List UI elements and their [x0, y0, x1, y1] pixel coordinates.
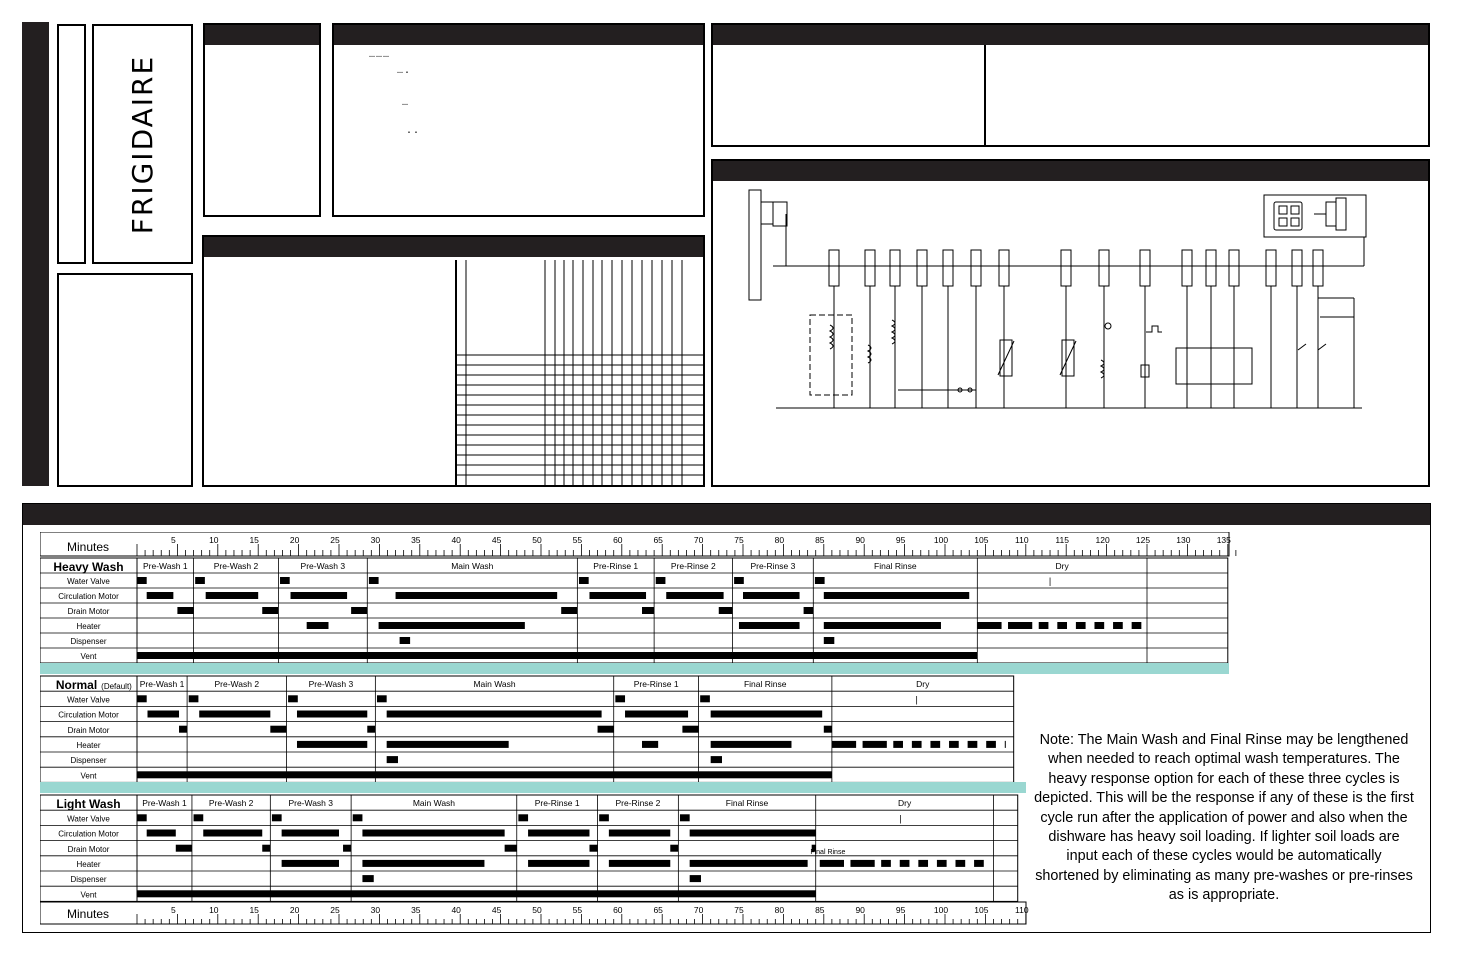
signal-bar: [400, 637, 411, 644]
signal-bar: [262, 607, 278, 614]
row-label: Heater: [76, 741, 101, 750]
component-table-panel: [202, 235, 705, 487]
signal-bar: [379, 622, 525, 629]
top-tick-label: 125: [1135, 535, 1151, 545]
signal-bar: [974, 860, 984, 867]
signal-bar: [832, 741, 856, 748]
cycle-subtitle: (Default): [101, 682, 132, 692]
terminal-block: [1266, 250, 1276, 286]
row-label: Heater: [76, 622, 101, 631]
cycle-title: Light Wash: [56, 797, 121, 812]
bottom-tick-label: 60: [613, 905, 623, 915]
signal-bar: [262, 845, 270, 852]
phase-label: Pre-Wash 2: [214, 679, 260, 690]
bottom-tick-label: 5: [171, 905, 176, 915]
signal-bar: [690, 860, 808, 867]
row-label: Dispenser: [70, 756, 107, 766]
motor-dashed-box: [810, 315, 852, 395]
signal-bar: [824, 622, 941, 629]
terminal-block: [943, 250, 953, 286]
top-tick-label: 75: [734, 535, 744, 545]
signal-bar: [137, 577, 147, 584]
top-tick-label: 120: [1095, 535, 1110, 545]
top-tick-label: 115: [1055, 535, 1069, 545]
signal-bar: [1094, 622, 1104, 629]
bottom-tick-label: 90: [855, 905, 865, 915]
phase-label: Dry: [897, 798, 912, 809]
signal-bar: [1039, 622, 1049, 629]
wiring-diagram-header: [713, 161, 1428, 181]
top-tick-label: 55: [572, 535, 583, 545]
signal-bar: [977, 622, 1001, 629]
signal-bar: [528, 860, 589, 867]
cycle-title: Heavy Wash: [53, 560, 124, 574]
signal-bar: [986, 741, 996, 748]
logo-text: FRIGIDAIRE: [126, 54, 159, 234]
main-connector-bar: [749, 190, 761, 300]
signal-bar: [956, 860, 966, 867]
top-tick-label: 45: [491, 535, 502, 545]
signal-bar: [194, 814, 204, 821]
row-label: Drain Motor: [67, 725, 110, 735]
signal-bar: [690, 875, 701, 882]
signal-bar: [280, 577, 290, 584]
signal-bar: [820, 860, 844, 867]
terminal-block: [829, 250, 839, 286]
phase-label: Dry: [916, 679, 930, 690]
signal-bar: [369, 577, 379, 584]
signal-bar: [206, 592, 259, 599]
brand-lower-panel: [57, 273, 193, 487]
row-label: Vent: [80, 771, 97, 781]
signal-bar: [912, 741, 922, 748]
signal-bar: [1113, 622, 1123, 629]
signal-bar: [203, 830, 262, 837]
signal-bar: [528, 830, 589, 837]
phase-label: Pre-Wash 2: [208, 798, 254, 809]
cycle-title: Normal: [55, 678, 98, 693]
top-right-panel: [711, 23, 1430, 147]
signal-bar: [589, 592, 646, 599]
vent-bar: [137, 652, 977, 659]
signal-bar: [307, 622, 329, 629]
signal-bar: [1132, 622, 1142, 629]
row-label: Drain Motor: [67, 607, 110, 616]
row-label: Circulation Motor: [58, 829, 119, 839]
vent-bar: [137, 890, 816, 897]
signal-bar: [609, 860, 670, 867]
bottom-tick-label: 80: [774, 905, 785, 915]
top-tick-label: 135: [1216, 535, 1231, 545]
signal-bar: [900, 860, 910, 867]
signal-bar: [850, 860, 874, 867]
signal-bar: [968, 741, 978, 748]
signal-bar: [1008, 622, 1032, 629]
bottom-tick-label: 15: [249, 905, 259, 915]
terminal-block: [890, 250, 900, 286]
terminal-block: [1229, 250, 1239, 286]
contents-dots-2: ….: [397, 66, 412, 77]
signal-bar: [387, 756, 398, 763]
dry-marker: |: [915, 694, 918, 705]
signal-bar: [195, 577, 205, 584]
signal-bar: [177, 607, 193, 614]
signal-bar: [937, 860, 947, 867]
terminal-block: [1182, 250, 1192, 286]
terminal-block: [1206, 250, 1216, 286]
seven-segment-glyph: [1279, 206, 1299, 226]
top-tick-label: 40: [451, 535, 461, 545]
row-label: Drain Motor: [67, 844, 110, 854]
signal-bar: [353, 814, 363, 821]
bottom-tick-label: 45: [491, 905, 502, 915]
contents-header: [334, 25, 703, 45]
top-tick-label: 60: [613, 535, 623, 545]
signal-bar: [599, 814, 609, 821]
small-info-panel: [203, 23, 321, 217]
phase-label: Pre-Wash 1: [139, 679, 185, 690]
vent-bar: [137, 771, 832, 778]
contents-dots-4: ..: [406, 126, 421, 137]
top-tick-label: 25: [330, 535, 340, 545]
signal-bar: [387, 741, 509, 748]
signal-bar: [270, 726, 286, 733]
phase-label: Final Rinse: [874, 561, 917, 571]
row-label: Dispenser: [70, 637, 107, 646]
row-label: Water Valve: [67, 695, 110, 705]
row-label: Circulation Motor: [58, 592, 119, 601]
top-right-header: [713, 25, 1428, 45]
signal-bar: [1057, 622, 1067, 629]
signal-bar: [743, 592, 800, 599]
signal-bar: [682, 726, 698, 733]
phase-label: Pre-Wash 1: [142, 561, 188, 571]
signal-bar: [282, 860, 339, 867]
signal-bar: [609, 830, 670, 837]
signal-bar: [815, 577, 825, 584]
bottom-tick-label: 70: [693, 905, 704, 915]
signal-bar: [343, 845, 351, 852]
signal-bar: [297, 741, 367, 748]
terminal-block: [917, 250, 927, 286]
phase-label: Pre-Rinse 1: [534, 798, 580, 809]
signal-bar: [579, 577, 589, 584]
bottom-tick-label: 105: [974, 905, 989, 915]
row-label: Water Valve: [67, 577, 110, 586]
cycle-separator: [40, 782, 1026, 793]
wiring-schematic: [714, 180, 1374, 415]
bottom-tick-label: 75: [734, 905, 744, 915]
signal-bar: [711, 741, 792, 748]
top-tick-label: 5: [171, 535, 176, 545]
top-tick-label: 130: [1176, 535, 1191, 545]
signal-bar: [1005, 741, 1006, 748]
terminal-block: [1061, 250, 1071, 286]
bottom-tick-label: 10: [209, 905, 219, 915]
top-tick-label: 15: [249, 535, 259, 545]
bottom-tick-label: 55: [572, 905, 583, 915]
contents-dots-3: …: [402, 98, 410, 109]
phase-label: Pre-Rinse 1: [593, 561, 639, 571]
signal-bar: [147, 592, 174, 599]
phase-label: Pre-Wash 3: [308, 679, 354, 690]
phase-label: Dry: [1055, 561, 1069, 571]
signal-bar: [625, 711, 688, 718]
top-tick-label: 95: [895, 535, 906, 545]
terminal-block: [971, 250, 981, 286]
component-grid: [202, 235, 705, 487]
row-label: Vent: [80, 890, 97, 900]
cycle-separator: [40, 663, 1229, 674]
signal-bar: [396, 592, 558, 599]
signal-bar: [518, 814, 528, 821]
phase-label: Pre-Rinse 1: [633, 679, 679, 690]
signal-bar: [179, 726, 187, 733]
signal-bar: [615, 695, 625, 702]
signal-bar: [656, 577, 666, 584]
phase-label: Pre-Wash 2: [213, 561, 259, 571]
phase-label: Pre-Wash 3: [300, 561, 346, 571]
row-label: Circulation Motor: [58, 710, 119, 720]
frigidaire-logo: [95, 25, 190, 263]
signal-bar: [362, 830, 504, 837]
dry-marker: |: [899, 813, 902, 824]
main-connector-plug: [761, 202, 773, 224]
top-tick-label: 70: [693, 535, 704, 545]
signal-bar: [176, 845, 192, 852]
phase-label: Pre-Rinse 3: [750, 561, 796, 571]
signal-bar: [367, 726, 375, 733]
phase-label: Final Rinse: [725, 798, 769, 809]
signal-bar: [711, 711, 823, 718]
terminal-block: [1313, 250, 1323, 286]
signal-bar: [189, 695, 199, 702]
dry-marker: |: [1048, 576, 1052, 586]
bottom-tick-label: 25: [330, 905, 340, 915]
bottom-tick-label: 50: [532, 905, 542, 915]
signal-bar: [690, 830, 816, 837]
bottom-tick-label: 35: [411, 905, 421, 915]
contents-dots-1: ………: [369, 50, 391, 61]
top-tick-label: 80: [774, 535, 785, 545]
phase-label: Main Wash: [412, 798, 456, 809]
coil-symbol: [830, 325, 833, 349]
signal-bar: [711, 756, 722, 763]
signal-bar: [598, 726, 614, 733]
terminal-block: [1099, 250, 1109, 286]
left-side-strip: [22, 22, 49, 486]
bottom-tick-label: 65: [653, 905, 663, 915]
top-tick-label: 20: [289, 535, 300, 545]
signal-bar: [918, 860, 928, 867]
bottom-tick-label: 110: [1015, 905, 1029, 915]
brand-narrow-panel: [57, 24, 86, 264]
signal-bar: [893, 741, 903, 748]
signal-bar: [824, 726, 832, 733]
switch-contacts: [1298, 344, 1326, 350]
row-label: Dispenser: [70, 875, 107, 885]
signal-bar: [666, 592, 723, 599]
signal-bar: [949, 741, 959, 748]
row-label: Vent: [80, 652, 97, 661]
minutes-label-top: Minutes: [66, 540, 110, 554]
top-tick-label: 110: [1015, 535, 1029, 545]
terminal-block: [865, 250, 875, 286]
terminal-block: [1292, 250, 1302, 286]
signal-bar: [282, 830, 339, 837]
top-tick-label: 65: [653, 535, 663, 545]
terminal-block: [1140, 250, 1150, 286]
signal-bar: [297, 711, 367, 718]
phase-label: Main Wash: [473, 679, 516, 690]
phase-label: Pre-Wash 1: [142, 798, 187, 809]
signal-bar: [739, 622, 800, 629]
signal-bar: [288, 695, 298, 702]
signal-bar: [680, 814, 690, 821]
signal-bar: [824, 592, 969, 599]
cycle-frame: [40, 558, 1228, 663]
signal-bar: [930, 741, 940, 748]
signal-bar: [642, 741, 658, 748]
phase-label: Pre-Wash 3: [288, 798, 334, 809]
small-info-header: [205, 25, 319, 45]
signal-bar: [700, 695, 710, 702]
display-connector: [1336, 198, 1346, 230]
signal-bar: [642, 607, 654, 614]
final-rinse-stray-label: Final Rinse: [810, 849, 846, 856]
main-connector-housing: [773, 202, 787, 226]
top-tick-label: 50: [532, 535, 542, 545]
top-tick-label: 100: [933, 535, 949, 545]
bottom-tick-label: 20: [289, 905, 300, 915]
signal-bar: [147, 830, 176, 837]
valve-coil: [1101, 360, 1104, 378]
signal-bar: [670, 845, 678, 852]
signal-bar: [291, 592, 348, 599]
signal-bar: [362, 875, 373, 882]
signal-bar: [719, 607, 733, 614]
top-tick-label: 90: [855, 535, 865, 545]
signal-bar: [1076, 622, 1086, 629]
signal-bar: [377, 695, 387, 702]
terminal-block: [999, 250, 1009, 286]
bottom-tick-label: 100: [933, 905, 949, 915]
display-module: [1264, 195, 1366, 237]
signal-bar: [561, 607, 577, 614]
signal-bar: [137, 814, 147, 821]
signal-bar: [148, 711, 180, 718]
top-tick-label: 10: [209, 535, 219, 545]
top-right-divider: [984, 45, 986, 145]
signal-bar: [824, 637, 835, 644]
bottom-tick-label: 85: [815, 905, 825, 915]
signal-bar: [505, 845, 517, 852]
signal-bar: [804, 607, 814, 614]
signal-bar: [863, 741, 887, 748]
phase-label: Pre-Rinse 2: [615, 798, 661, 809]
row-label: Water Valve: [67, 814, 110, 824]
top-tick-label: 30: [370, 535, 381, 545]
phase-label: Final Rinse: [743, 679, 787, 690]
signal-bar: [387, 711, 602, 718]
bottom-tick-label: 40: [451, 905, 461, 915]
float-switch: [1105, 323, 1111, 329]
display-plug: [1326, 202, 1336, 226]
thermostat-symbol: [1146, 326, 1162, 332]
signal-bar: [199, 711, 270, 718]
top-tick-label: 105: [974, 535, 989, 545]
row-label: Heater: [76, 860, 101, 869]
signal-bar: [589, 845, 597, 852]
top-tick-label: 85: [815, 535, 825, 545]
signal-bar: [351, 607, 367, 614]
signal-bar: [734, 577, 744, 584]
signal-bar: [881, 860, 891, 867]
signal-bar: [137, 695, 147, 702]
cycle-note: Note: The Main Wash and Final Rinse may be lengthened when needed to reach optimal wash temperatures. The heavy response option for each of these three cycles is depicted. This will be the response if any of these is the first cycle run after the application of power and also when the dishware has heavy soil loading. If lighter soil loads are input each of these cycles would be automatically shortened by eliminating as many pre-washes or pre-rinses as is appropriate.: [1034, 732, 1414, 904]
phase-label: Pre-Rinse 2: [670, 561, 716, 571]
phase-label: Main Wash: [451, 561, 494, 571]
minutes-label-bottom: Minutes: [66, 907, 110, 921]
bottom-tick-label: 30: [370, 905, 381, 915]
signal-bar: [362, 860, 484, 867]
bottom-tick-label: 95: [895, 905, 906, 915]
top-tick-label: 35: [411, 535, 421, 545]
signal-bar: [272, 814, 282, 821]
